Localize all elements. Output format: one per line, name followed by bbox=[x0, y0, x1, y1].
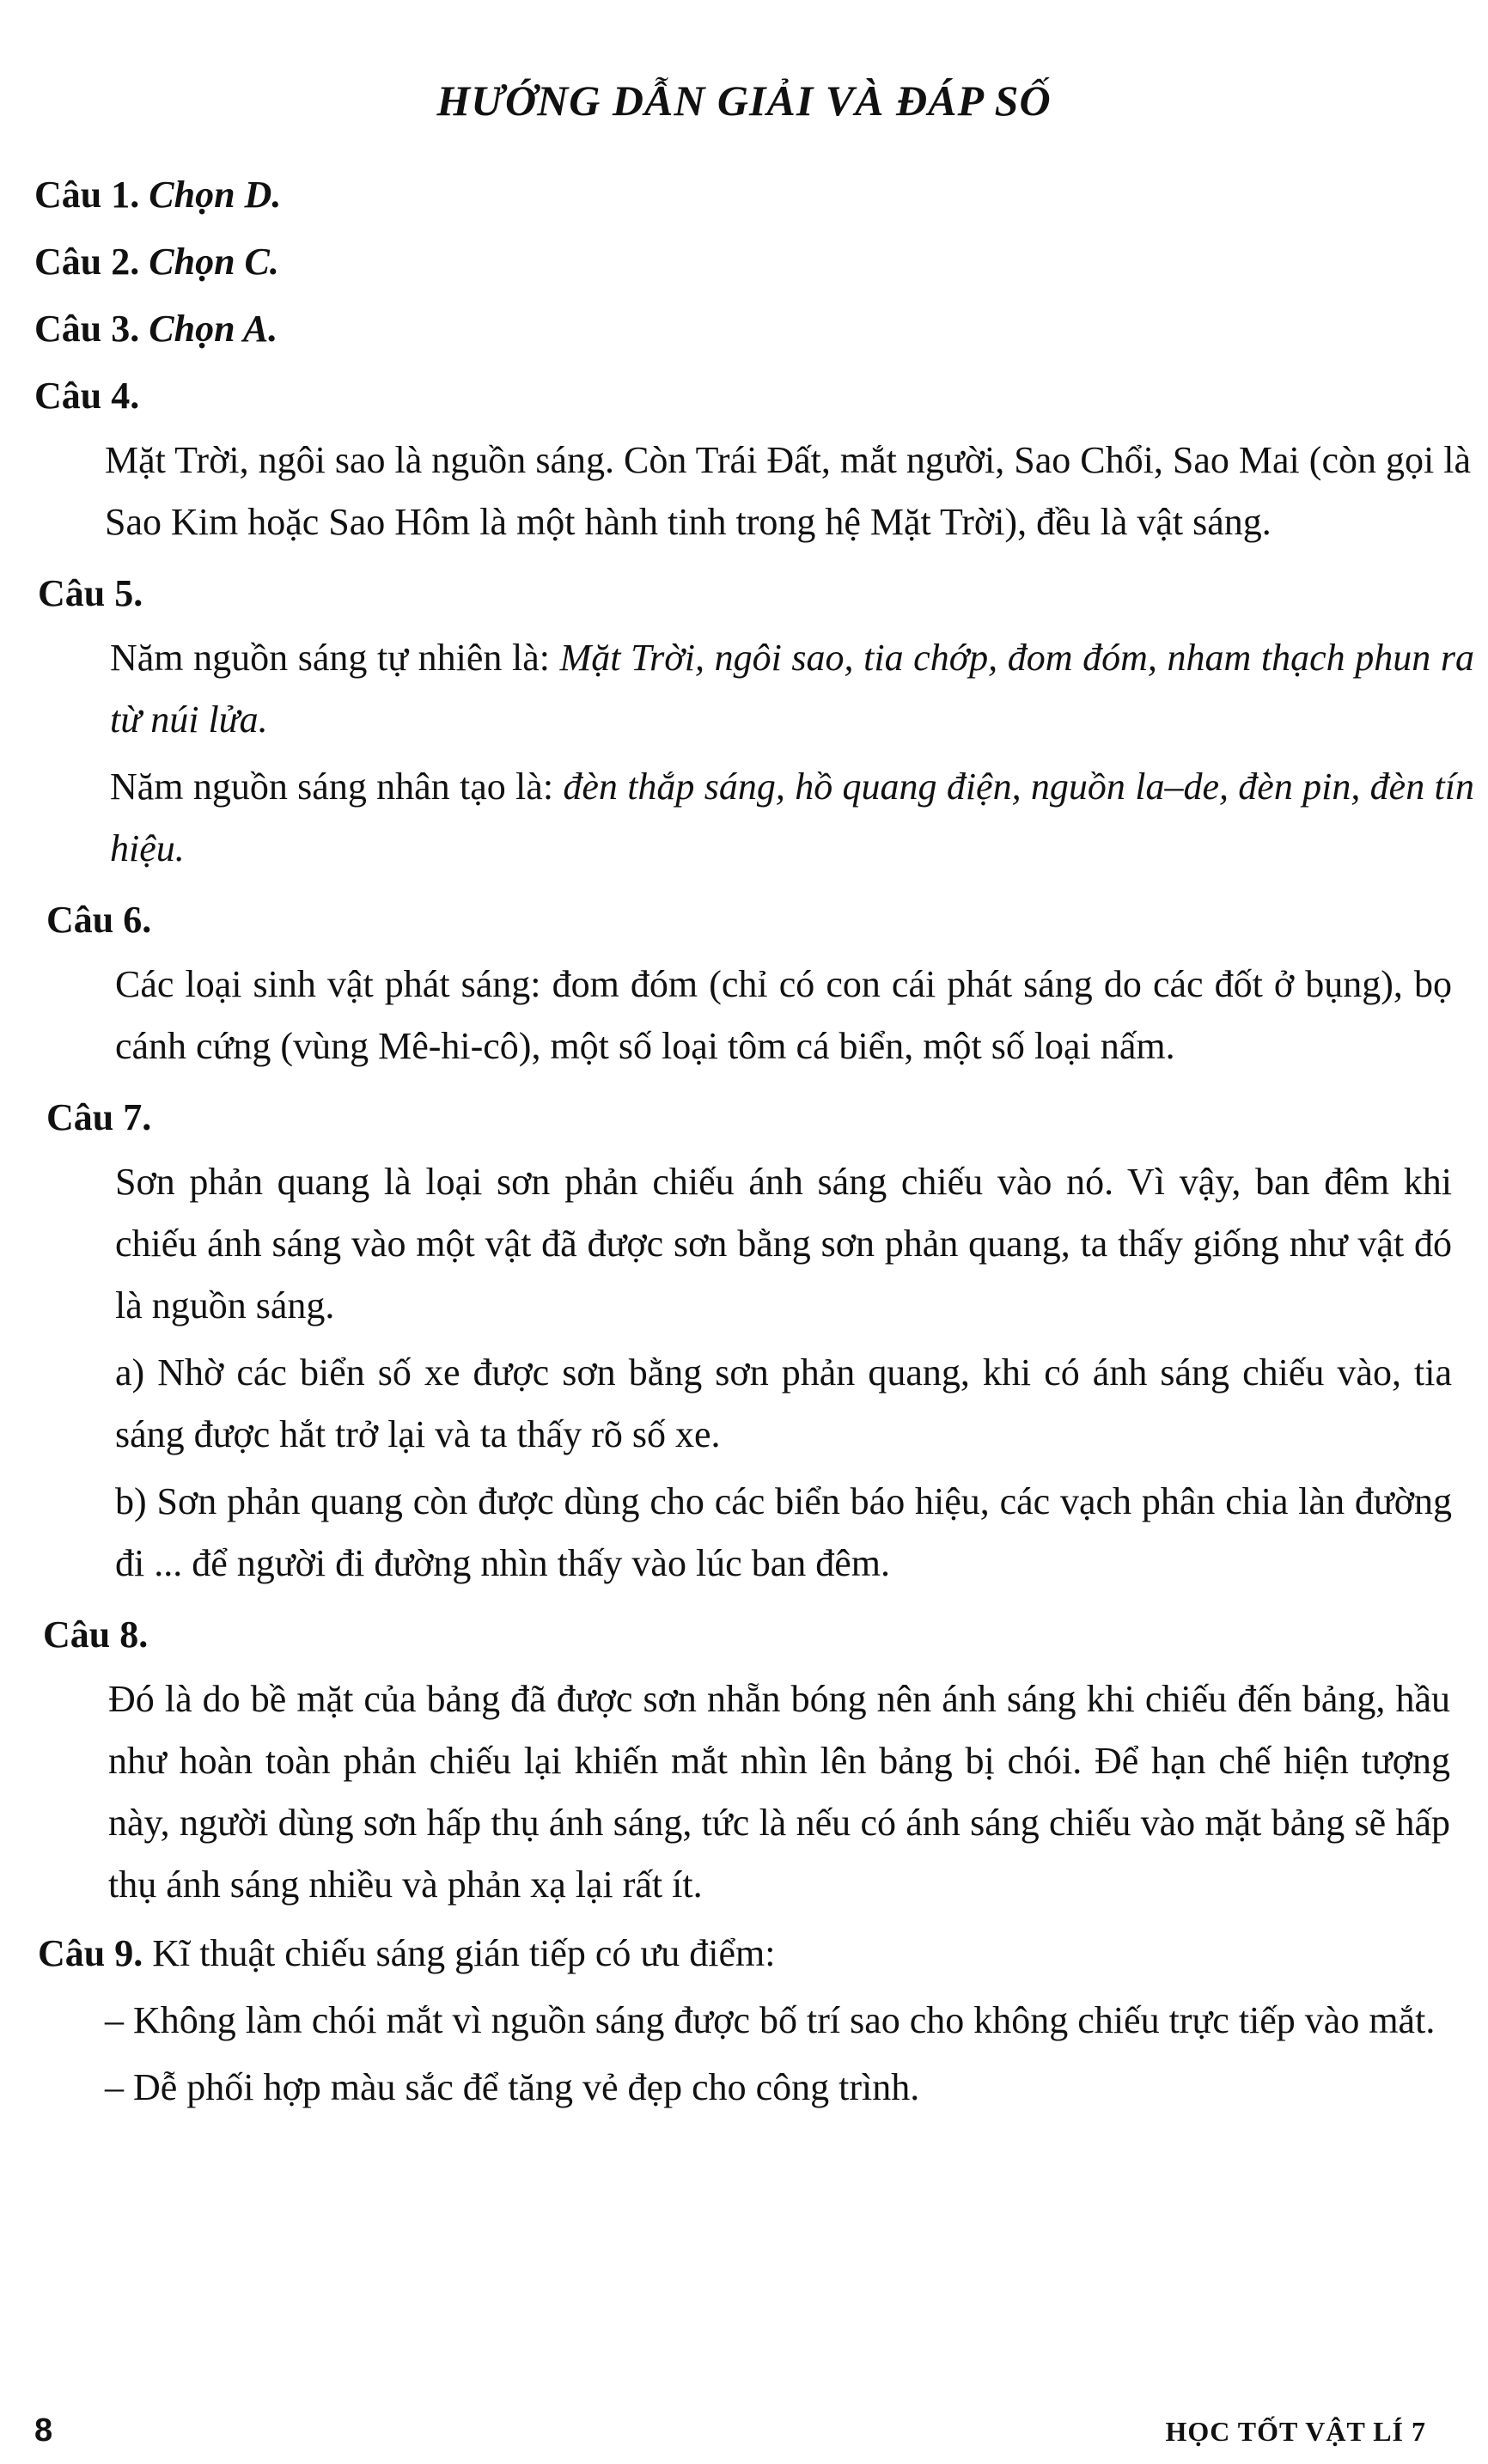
question-5 bbox=[38, 560, 1488, 880]
question-label: Câu 5. bbox=[38, 572, 143, 614]
question-label: Câu 6. bbox=[46, 899, 152, 941]
question-label: Câu 8. bbox=[43, 1613, 149, 1656]
answer-paragraph: Các loại sinh vật phát sáng: đom đóm (chỉ có con cái phát sáng do các đốt ở bụng), bọ cánh cứng (vùng Mê-hi-cô), một số loại tôm cá biển, một số loại nấm. bbox=[115, 963, 1452, 1067]
question-1 bbox=[34, 162, 1488, 229]
answer-part-b: b) Sơn phản quang còn được dùng cho các biển báo hiệu, các vạch phân chia làn đường đi ... để người đi đường nhìn thấy vào lúc ban đêm. bbox=[115, 1480, 1452, 1584]
question-8 bbox=[43, 1601, 1488, 1916]
answer-part-a: a) Nhờ các biển số xe được sơn bằng sơn phản quang, khi có ánh sáng chiếu vào, tia sáng được hắt trở lại và ta thấy rõ số xe. bbox=[115, 1351, 1452, 1455]
answer-choice: Chọn C. bbox=[149, 241, 279, 283]
question-label: Câu 7. bbox=[46, 1096, 152, 1138]
page-title: HƯỚNG DẪN GIẢI VÀ ĐÁP SỐ bbox=[436, 76, 1052, 125]
advantage-2: – Dễ phối hợp màu sắc để tăng vẻ đẹp cho công trình. bbox=[105, 2066, 920, 2108]
question-label: Câu 9. bbox=[38, 1932, 143, 1974]
question-label: Câu 4. bbox=[34, 375, 140, 417]
page-footer bbox=[0, 2412, 1488, 2454]
artificial-light-sources bbox=[110, 756, 1474, 880]
question-2 bbox=[34, 229, 1488, 296]
answers-content bbox=[0, 162, 1488, 2119]
question-4 bbox=[34, 363, 1488, 553]
artificial-sources-intro: Năm nguồn sáng nhân tạo là: bbox=[110, 765, 564, 808]
question-intro: Kĩ thuật chiếu sáng gián tiếp có ưu điểm: bbox=[143, 1932, 776, 1974]
question-label: Câu 2. bbox=[34, 241, 140, 283]
answer-paragraph: Đó là do bề mặt của bảng đã được sơn nhẵn bóng nên ánh sáng khi chiếu đến bảng, hầu như hoàn toàn phản chiếu lại khiến mắt nhìn lên bảng bị chói. Để hạn chế hiện tượng này, người dùng sơn hấp thụ ánh sáng, tức là nếu có ánh sáng chiếu vào mặt bảng sẽ hấp thụ ánh sáng nhiều và phản xạ lại rất ít. bbox=[108, 1678, 1450, 1906]
artificial-sources-list: đèn thắp sáng, hồ quang điện, nguồn la–de, đèn pin, đèn tín hiệu. bbox=[110, 765, 1474, 869]
answer-choice: Chọn D. bbox=[149, 174, 282, 216]
book-title: HỌC TỐT VẬT LÍ 7 bbox=[1165, 2416, 1426, 2447]
advantage-1: – Không làm chói mắt vì nguồn sáng được bố trí sao cho không chiếu trực tiếp vào mắt. bbox=[105, 1999, 1436, 2041]
question-6 bbox=[46, 887, 1488, 1077]
answer-paragraph: Mặt Trời, ngôi sao là nguồn sáng. Còn Trái Đất, mắt người, Sao Chổi, Sao Mai (còn gọi là Sao Kim hoặc Sao Hôm là một hành tinh trong hệ Mặt Trời), đều là vật sáng. bbox=[105, 439, 1471, 543]
question-3 bbox=[34, 296, 1488, 363]
question-label: Câu 1. bbox=[34, 174, 140, 216]
question-9 bbox=[38, 1923, 1488, 2119]
question-7 bbox=[46, 1084, 1488, 1595]
natural-sources-intro: Năm nguồn sáng tự nhiên là: bbox=[110, 637, 560, 679]
answer-paragraph: Sơn phản quang là loại sơn phản chiếu ánh sáng chiếu vào nó. Vì vậy, ban đêm khi chiếu ánh sáng vào một vật đã được sơn bằng sơn phản quang, ta thấy giống như vật đó là nguồn sáng. bbox=[115, 1161, 1452, 1327]
page-number: 8 bbox=[34, 2412, 53, 2449]
answer-choice: Chọn A. bbox=[149, 308, 278, 350]
natural-light-sources bbox=[110, 627, 1474, 751]
question-label: Câu 3. bbox=[34, 308, 140, 350]
natural-sources-list: Mặt Trời, ngôi sao, tia chớp, đom đóm, nham thạch phun ra từ núi lửa. bbox=[110, 637, 1474, 741]
